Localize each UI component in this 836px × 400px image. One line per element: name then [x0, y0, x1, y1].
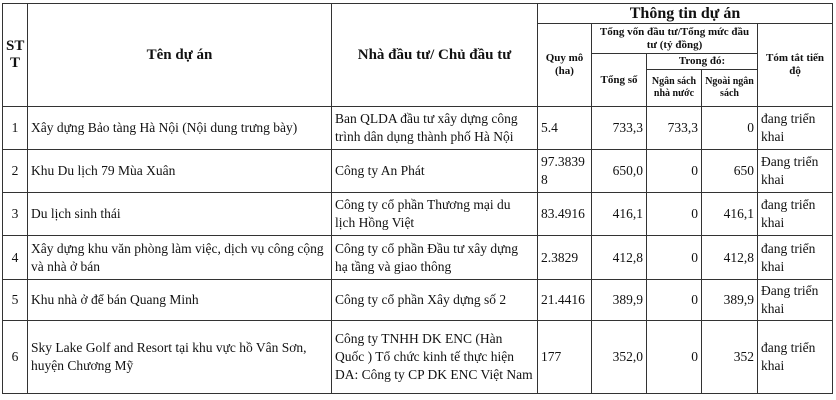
row-stt: 1	[3, 107, 28, 150]
row-non-budget: 0	[702, 107, 758, 150]
row-state-budget: 0	[647, 236, 702, 280]
row-scale: 5.4	[538, 107, 592, 150]
row-progress: đang triển khai	[758, 236, 833, 280]
row-investor: Công ty TNHH DK ENC (Hàn Quốc ) Tổ chức kinh tế thực hiện DA: Công ty CP DK ENC Việt Nam	[332, 321, 538, 394]
header-of-which: Trong đó:	[647, 54, 758, 70]
row-investor: Công ty cổ phần Thương mại du lịch Hồng Việt	[332, 193, 538, 236]
row-investor: Ban QLDA đầu tư xây dựng công trình dân dụng thành phố Hà Nội	[332, 107, 538, 150]
row-investor: Công ty cổ phần Xây dựng số 2	[332, 280, 538, 321]
header-state-budget: Ngân sách nhà nước	[647, 70, 702, 107]
row-investor: Công ty cổ phần Đầu tư xây dựng hạ tầng và giao thông	[332, 236, 538, 280]
row-scale: 97.38398	[538, 150, 592, 193]
project-table	[2, 3, 833, 394]
header-stt: ST T	[3, 4, 28, 107]
row-non-budget: 412,8	[702, 236, 758, 280]
row-progress: Đang triển khai	[758, 280, 833, 321]
row-total: 352,0	[592, 321, 647, 394]
header-project-name: Tên dự án	[28, 4, 332, 107]
row-total: 389,9	[592, 280, 647, 321]
table-row	[3, 280, 833, 321]
row-state-budget: 0	[647, 321, 702, 394]
table-row	[3, 193, 833, 236]
header-progress: Tóm tắt tiến độ	[758, 24, 833, 107]
header-capital: Tổng vốn đầu tư/Tổng mức đầu tư (tỷ đồng)	[592, 24, 758, 54]
row-total: 650,0	[592, 150, 647, 193]
header-total: Tổng số	[592, 54, 647, 107]
row-state-budget: 0	[647, 193, 702, 236]
row-total: 733,3	[592, 107, 647, 150]
row-project-name: Khu Du lịch 79 Mùa Xuân	[28, 150, 332, 193]
header-scale: Quy mô (ha)	[538, 24, 592, 107]
row-progress: đang triển khai	[758, 107, 833, 150]
row-total: 412,8	[592, 236, 647, 280]
row-stt: 3	[3, 193, 28, 236]
row-stt: 4	[3, 236, 28, 280]
table-row	[3, 107, 833, 150]
row-stt: 6	[3, 321, 28, 394]
header-investor: Nhà đầu tư/ Chủ đầu tư	[332, 4, 538, 107]
row-scale: 21.4416	[538, 280, 592, 321]
row-project-name: Du lịch sinh thái	[28, 193, 332, 236]
table-row	[3, 321, 833, 394]
row-total: 416,1	[592, 193, 647, 236]
table-row	[3, 236, 833, 280]
row-project-name: Xây dựng khu văn phòng làm việc, dịch vụ công cộng và nhà ở bán	[28, 236, 332, 280]
row-non-budget: 650	[702, 150, 758, 193]
row-non-budget: 352	[702, 321, 758, 394]
row-project-name: Sky Lake Golf and Resort tại khu vực hồ Vân Sơn, huyện Chương Mỹ	[28, 321, 332, 394]
row-stt: 5	[3, 280, 28, 321]
row-state-budget: 733,3	[647, 107, 702, 150]
row-project-name: Xây dựng Bảo tàng Hà Nội (Nội dung trưng bày)	[28, 107, 332, 150]
row-scale: 177	[538, 321, 592, 394]
row-investor: Công ty An Phát	[332, 150, 538, 193]
header-project-info: Thông tin dự án	[538, 4, 833, 24]
row-scale: 2.3829	[538, 236, 592, 280]
row-stt: 2	[3, 150, 28, 193]
row-progress: đang triển khai	[758, 193, 833, 236]
row-non-budget: 389,9	[702, 280, 758, 321]
row-project-name: Khu nhà ở để bán Quang Minh	[28, 280, 332, 321]
row-non-budget: 416,1	[702, 193, 758, 236]
row-scale: 83.4916	[538, 193, 592, 236]
table-row	[3, 150, 833, 193]
row-state-budget: 0	[647, 280, 702, 321]
header-non-budget: Ngoài ngân sách	[702, 70, 758, 107]
row-progress: đang triển khai	[758, 321, 833, 394]
row-state-budget: 0	[647, 150, 702, 193]
row-progress: Đang triển khai	[758, 150, 833, 193]
